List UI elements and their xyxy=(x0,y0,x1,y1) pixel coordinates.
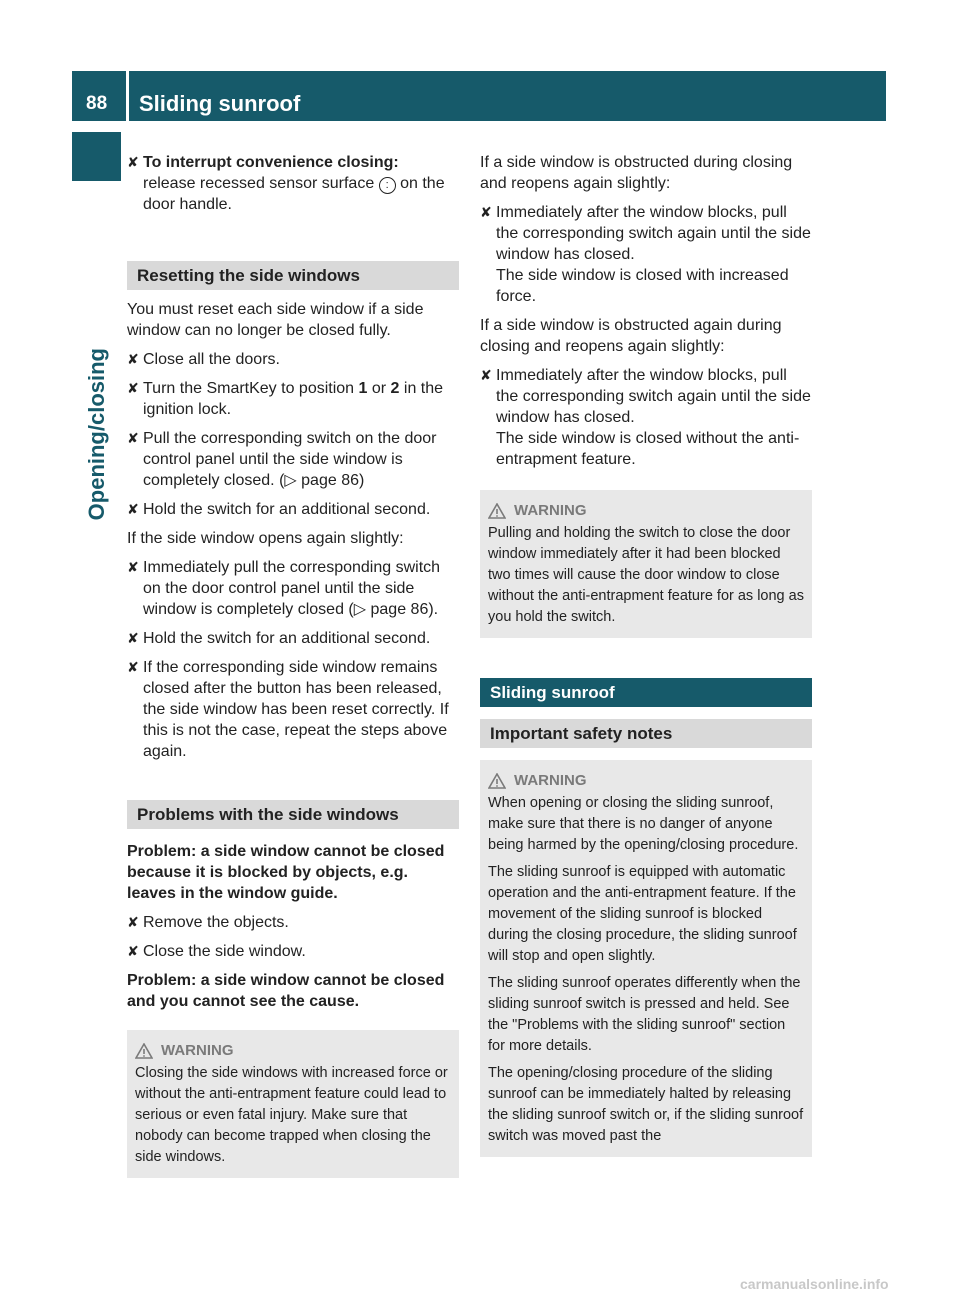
step-text: or xyxy=(367,380,391,397)
reset-step xyxy=(127,499,459,520)
warning-box xyxy=(480,490,812,638)
step-text: Remove the objects. xyxy=(143,914,289,931)
warning-triangle-icon xyxy=(488,773,506,789)
page-ref-text: page 86) xyxy=(296,472,365,489)
reset-step xyxy=(127,349,459,370)
step-arrow-icon: ✘ xyxy=(480,204,492,220)
section-heading-reset: Resetting the side windows xyxy=(127,261,459,290)
right-column xyxy=(480,152,812,1157)
warning-text: The sliding sunroof operates differently when the sliding sunroof switch is pressed and held. See the "Problems with the sliding sunroof" section for more details. xyxy=(488,975,801,1054)
step-arrow-icon: ✘ xyxy=(127,380,139,396)
warning-text: Pulling and holding the switch to close the door window immediately after it had been blocked two times will cause the door window to close without the anti-entrapment feature for as long as you hold the switch. xyxy=(488,525,804,625)
step-result: The side window is closed with increased force. xyxy=(496,267,789,305)
step-arrow-icon: ✘ xyxy=(127,943,139,959)
step-text: Close the side window. xyxy=(143,943,306,960)
page-header xyxy=(72,71,886,121)
step-text: Hold the switch for an additional second. xyxy=(143,501,431,518)
page-number: 88 xyxy=(86,93,108,114)
section-heading-sunroof: Sliding sunroof xyxy=(480,678,812,707)
warning-label: WARNING xyxy=(514,502,587,519)
step-text: Pull the corresponding switch on the door control panel until the side window is completely closed. ( xyxy=(143,430,437,489)
key-position: 1 xyxy=(358,380,368,397)
step-lead: To interrupt convenience closing: xyxy=(143,154,399,171)
left-column xyxy=(127,152,459,1178)
sensor-symbol-icon: : xyxy=(379,177,396,194)
chapter-tab xyxy=(82,160,112,520)
step-text: Immediately after the window blocks, pull the corresponding switch again until the side window has closed. xyxy=(496,367,811,426)
warning-title xyxy=(135,1040,451,1061)
page-title: Sliding sunroof xyxy=(139,91,301,116)
warning-text: The opening/closing procedure of the sliding sunroof can be immediately halted by releasing the sliding sunroof switch or, if the sliding sunroof switch was moved past the xyxy=(488,1065,804,1144)
obstructed-step xyxy=(480,202,812,307)
warning-title xyxy=(488,770,804,791)
obstructed2-intro: If a side window is obstructed again during closing and reopens again slightly: xyxy=(480,317,782,355)
key-position: 2 xyxy=(390,380,400,397)
step-text: in the ignition lock. xyxy=(143,380,444,418)
problem-step xyxy=(127,912,459,933)
page-ref-icon: ▷ xyxy=(353,601,367,618)
step-arrow-icon: ✘ xyxy=(127,430,139,446)
step-arrow-icon: ✘ xyxy=(480,367,492,383)
step-text: Immediately after the window blocks, pull the corresponding switch again until the side window has closed. xyxy=(496,204,811,263)
page-ref-icon: ▷ xyxy=(284,472,297,489)
step-arrow-icon: ✘ xyxy=(127,501,139,517)
reset-step xyxy=(127,378,459,420)
step-text: Close all the doors. xyxy=(143,351,280,368)
step-text: Immediately pull the corresponding switch on the door control panel until the side window is completely closed ( xyxy=(143,559,441,618)
section-heading-problems: Problems with the side windows xyxy=(127,800,459,829)
reopen-intro: If the side window opens again slightly: xyxy=(127,530,404,547)
chapter-label: Opening/closing xyxy=(84,347,109,520)
obstructed2-step xyxy=(480,365,812,470)
warning-box xyxy=(127,1030,459,1178)
page-reference-link[interactable] xyxy=(354,601,438,618)
page-ref-text: page 86). xyxy=(366,601,439,618)
warning-text: The sliding sunroof is equipped with automatic operation and the anti-entrapment feature. If the movement of the sliding sunroof is blocked during the closing procedure, the sliding sunroof will stop and open slightly. xyxy=(488,864,797,964)
step-arrow-icon: ✘ xyxy=(127,559,139,575)
warning-box xyxy=(480,760,812,1157)
step-text: release recessed sensor surface xyxy=(143,175,379,192)
step-text: Turn the SmartKey to position xyxy=(143,380,359,397)
reopen-step xyxy=(127,557,459,620)
step-arrow-icon: ✘ xyxy=(127,659,139,675)
step-text: on the door handle. xyxy=(143,175,445,213)
warning-triangle-icon xyxy=(135,1043,153,1059)
step-text: Hold the switch for an additional second. xyxy=(143,630,431,647)
problem-description: Problem: a side window cannot be closed and you cannot see the cause. xyxy=(127,972,445,1010)
header-divider xyxy=(126,71,129,121)
step-arrow-icon: ✘ xyxy=(127,154,139,170)
reset-step xyxy=(127,428,459,491)
reopen-step xyxy=(127,628,459,649)
step-arrow-icon: ✘ xyxy=(127,630,139,646)
reset-intro: You must reset each side window if a side window can no longer be closed fully. xyxy=(127,301,424,339)
step-text: If the corresponding side window remains closed after the button has been released, the side window has been reset correctly. If this is not the case, repeat the steps above again. xyxy=(143,659,449,760)
warning-text: Closing the side windows with increased force or without the anti-entrapment feature could lead to serious or even fatal injury. Make sure that nobody can become trapped when closing the side windows. xyxy=(135,1065,448,1165)
warning-label: WARNING xyxy=(161,1042,234,1059)
warning-title xyxy=(488,500,804,521)
step-interrupt xyxy=(127,152,459,215)
warning-label: WARNING xyxy=(514,772,587,789)
problem-description: Problem: a side window cannot be closed because it is blocked by objects, e.g. leaves in the window guide. xyxy=(127,843,445,902)
obstructed-intro: If a side window is obstructed during closing and reopens again slightly: xyxy=(480,154,793,192)
problem-step xyxy=(127,941,459,962)
watermark: carmanualsonline.info xyxy=(740,1276,889,1292)
section-heading-safety: Important safety notes xyxy=(480,719,812,748)
step-result: The side window is closed without the anti-entrapment feature. xyxy=(496,430,800,468)
step-arrow-icon: ✘ xyxy=(127,914,139,930)
page-reference-link[interactable] xyxy=(284,472,364,489)
warning-text: When opening or closing the sliding sunroof, make sure that there is no danger of anyone being harmed by the opening/closing procedure. xyxy=(488,795,799,853)
reopen-step xyxy=(127,657,459,762)
step-arrow-icon: ✘ xyxy=(127,351,139,367)
warning-triangle-icon xyxy=(488,503,506,519)
